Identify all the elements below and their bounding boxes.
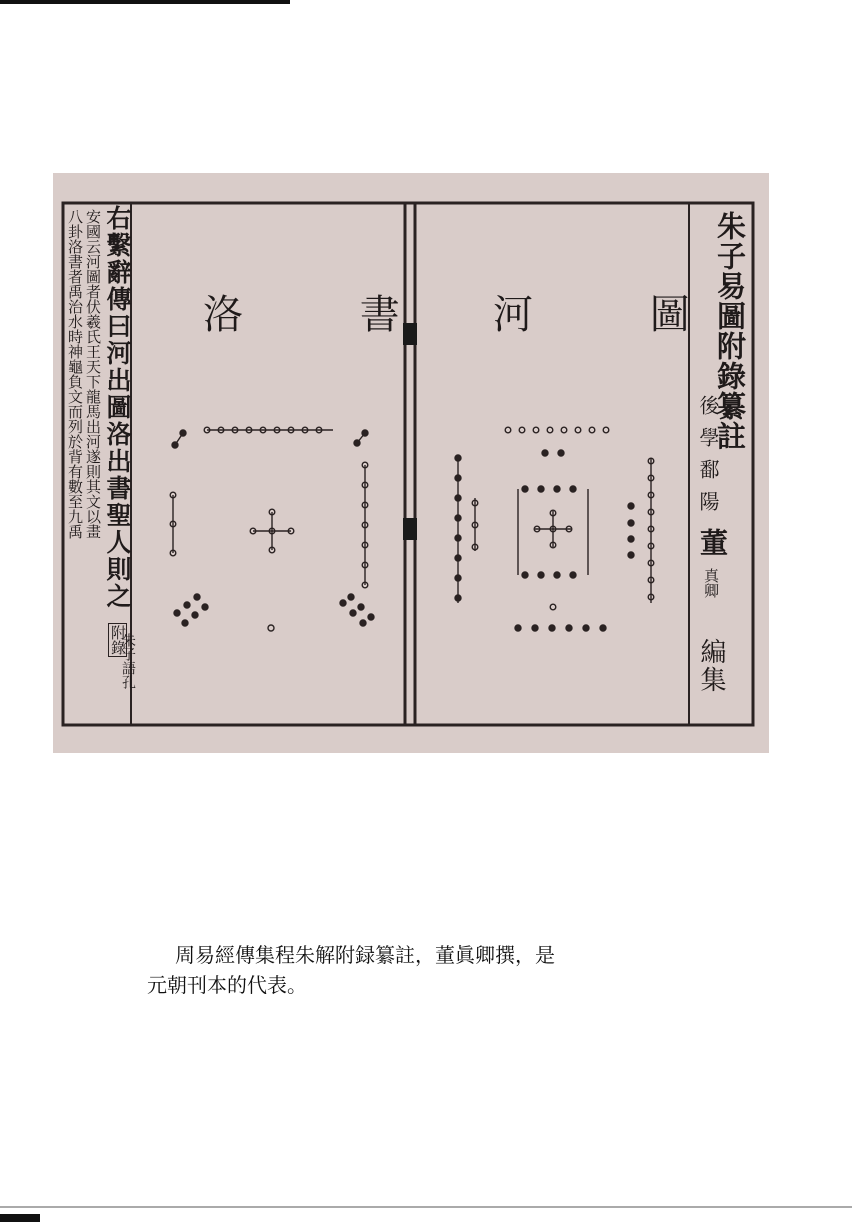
scan-bottom-line	[0, 1206, 852, 1208]
appendix-tag: 附錄	[109, 625, 127, 655]
author-surname: 董	[696, 528, 729, 556]
luoshu-bottom-one	[268, 625, 274, 631]
hetu-bottom-six	[515, 625, 606, 631]
luoshu-diagram	[170, 427, 374, 631]
luoshu-center-five	[250, 509, 294, 553]
commentary-column-1: 安國云河圖者伏羲氏王天下龍馬出河遂則其文以畫	[84, 209, 102, 539]
author-role: 編集	[696, 638, 726, 694]
book-spread-drawing	[53, 173, 769, 753]
luoshu-right-seven	[362, 462, 368, 588]
hetu-right-four	[628, 503, 634, 558]
hetu-center-five	[534, 510, 572, 548]
hetu-left-eight	[455, 455, 461, 603]
book-plate-photo	[53, 173, 769, 753]
hetu-title: 河 圖	[493, 292, 742, 338]
hetu-top-two	[542, 450, 564, 456]
book-title-column: 朱子易圖附錄纂註	[713, 211, 747, 451]
commentary-main-column: 右繫辭傳曰河出圖洛出書聖人則之	[103, 205, 132, 610]
scan-edge-mark	[0, 0, 290, 4]
caption-line-2: 元朝刊本的代表。	[147, 973, 307, 997]
hetu-top-seven	[505, 427, 609, 433]
luoshu-left-three	[170, 492, 176, 556]
hetu-right-nine	[648, 458, 654, 603]
author-line: 後學鄱陽	[696, 395, 720, 523]
photo-caption	[147, 940, 707, 1000]
hetu-bottom-one	[550, 604, 556, 610]
hetu-diagram	[455, 427, 654, 631]
hetu-left-three	[472, 498, 478, 551]
luoshu-title: 洛 書	[203, 292, 452, 338]
author-given-name: 真卿	[702, 568, 720, 598]
caption-line-1: 周易經傳集程朱解附録纂註，董眞卿撰，是	[175, 943, 555, 967]
commentary-column-2: 八卦洛書者禹治水時神龜負文而列於背有數至九禹	[66, 209, 84, 539]
appendix-note: 朱子語孔	[120, 633, 136, 689]
scan-bottom-mark	[0, 1214, 40, 1222]
